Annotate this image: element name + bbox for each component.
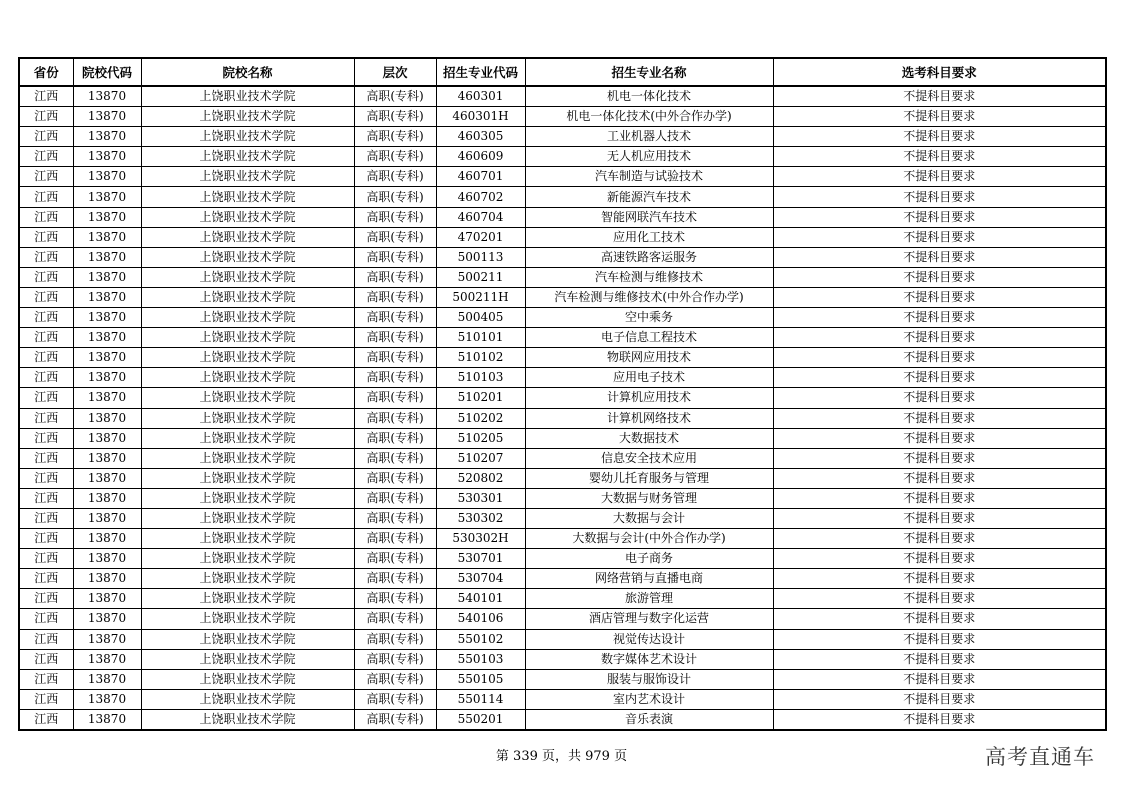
school-name-cell: 上饶职业技术学院	[141, 187, 354, 207]
table-row	[19, 428, 1106, 448]
major-name-cell: 室内艺术设计	[525, 689, 773, 709]
school-name-cell: 上饶职业技术学院	[141, 107, 354, 127]
level-cell: 高职(专科)	[354, 468, 436, 488]
subject-requirement-cell: 不提科目要求	[773, 348, 1106, 368]
header-level: 层次	[354, 58, 436, 86]
province-cell: 江西	[19, 127, 73, 147]
table-row	[19, 187, 1106, 207]
school-name-cell: 上饶职业技术学院	[141, 388, 354, 408]
province-cell: 江西	[19, 227, 73, 247]
header-major-name: 招生专业名称	[525, 58, 773, 86]
school-name-cell: 上饶职业技术学院	[141, 589, 354, 609]
school-code-cell: 13870	[73, 247, 141, 267]
school-code-cell: 13870	[73, 86, 141, 107]
school-code-cell: 13870	[73, 468, 141, 488]
school-name-cell: 上饶职业技术学院	[141, 649, 354, 669]
major-code-cell: 520802	[436, 468, 525, 488]
subject-requirement-cell: 不提科目要求	[773, 609, 1106, 629]
major-name-cell: 数字媒体艺术设计	[525, 649, 773, 669]
major-name-cell: 新能源汽车技术	[525, 187, 773, 207]
level-cell: 高职(专科)	[354, 629, 436, 649]
table-row	[19, 669, 1106, 689]
school-name-cell: 上饶职业技术学院	[141, 629, 354, 649]
subject-requirement-cell: 不提科目要求	[773, 388, 1106, 408]
watermark-logo: 高考直通车	[985, 745, 1095, 769]
major-name-cell: 计算机应用技术	[525, 388, 773, 408]
level-cell: 高职(专科)	[354, 508, 436, 528]
school-name-cell: 上饶职业技术学院	[141, 569, 354, 589]
level-cell: 高职(专科)	[354, 147, 436, 167]
level-cell: 高职(专科)	[354, 107, 436, 127]
level-cell: 高职(专科)	[354, 669, 436, 689]
major-name-cell: 服装与服饰设计	[525, 669, 773, 689]
level-cell: 高职(专科)	[354, 649, 436, 669]
table-row	[19, 529, 1106, 549]
major-name-cell: 视觉传达设计	[525, 629, 773, 649]
school-code-cell: 13870	[73, 328, 141, 348]
province-cell: 江西	[19, 468, 73, 488]
table-row	[19, 448, 1106, 468]
school-code-cell: 13870	[73, 689, 141, 709]
table-row	[19, 267, 1106, 287]
school-name-cell: 上饶职业技术学院	[141, 267, 354, 287]
major-name-cell: 计算机网络技术	[525, 408, 773, 428]
subject-requirement-cell: 不提科目要求	[773, 709, 1106, 730]
table-row	[19, 127, 1106, 147]
table-row	[19, 589, 1106, 609]
subject-requirement-cell: 不提科目要求	[773, 368, 1106, 388]
school-code-cell: 13870	[73, 649, 141, 669]
school-code-cell: 13870	[73, 147, 141, 167]
province-cell: 江西	[19, 709, 73, 730]
school-name-cell: 上饶职业技术学院	[141, 669, 354, 689]
school-name-cell: 上饶职业技术学院	[141, 227, 354, 247]
school-code-cell: 13870	[73, 388, 141, 408]
province-cell: 江西	[19, 549, 73, 569]
province-cell: 江西	[19, 328, 73, 348]
province-cell: 江西	[19, 368, 73, 388]
level-cell: 高职(专科)	[354, 488, 436, 508]
school-code-cell: 13870	[73, 167, 141, 187]
major-name-cell: 婴幼儿托育服务与管理	[525, 468, 773, 488]
table-row	[19, 468, 1106, 488]
subject-requirement-cell: 不提科目要求	[773, 86, 1106, 107]
table-row	[19, 227, 1106, 247]
subject-requirement-cell: 不提科目要求	[773, 187, 1106, 207]
major-code-cell: 530704	[436, 569, 525, 589]
level-cell: 高职(专科)	[354, 569, 436, 589]
major-code-cell: 500211H	[436, 287, 525, 307]
major-code-cell: 460301	[436, 86, 525, 107]
header-subject-requirement: 选考科目要求	[773, 58, 1106, 86]
major-code-cell: 460609	[436, 147, 525, 167]
province-cell: 江西	[19, 689, 73, 709]
major-name-cell: 物联网应用技术	[525, 348, 773, 368]
major-code-cell: 530302	[436, 508, 525, 528]
school-code-cell: 13870	[73, 569, 141, 589]
subject-requirement-cell: 不提科目要求	[773, 488, 1106, 508]
header-school-name: 院校名称	[141, 58, 354, 86]
major-code-cell: 460305	[436, 127, 525, 147]
major-code-cell: 510205	[436, 428, 525, 448]
school-name-cell: 上饶职业技术学院	[141, 207, 354, 227]
school-name-cell: 上饶职业技术学院	[141, 488, 354, 508]
major-name-cell: 大数据与会计	[525, 508, 773, 528]
subject-requirement-cell: 不提科目要求	[773, 529, 1106, 549]
subject-requirement-cell: 不提科目要求	[773, 448, 1106, 468]
major-name-cell: 大数据与会计(中外合作办学)	[525, 529, 773, 549]
subject-requirement-cell: 不提科目要求	[773, 267, 1106, 287]
province-cell: 江西	[19, 348, 73, 368]
major-code-cell: 510207	[436, 448, 525, 468]
level-cell: 高职(专科)	[354, 247, 436, 267]
school-name-cell: 上饶职业技术学院	[141, 448, 354, 468]
subject-requirement-cell: 不提科目要求	[773, 569, 1106, 589]
major-name-cell: 音乐表演	[525, 709, 773, 730]
major-name-cell: 电子商务	[525, 549, 773, 569]
school-name-cell: 上饶职业技术学院	[141, 167, 354, 187]
province-cell: 江西	[19, 107, 73, 127]
school-name-cell: 上饶职业技术学院	[141, 549, 354, 569]
subject-requirement-cell: 不提科目要求	[773, 107, 1106, 127]
header-major-code: 招生专业代码	[436, 58, 525, 86]
province-cell: 江西	[19, 488, 73, 508]
page-number: 第 339 页，共 979 页	[495, 749, 628, 764]
subject-requirement-cell: 不提科目要求	[773, 308, 1106, 328]
table-row	[19, 649, 1106, 669]
province-cell: 江西	[19, 569, 73, 589]
level-cell: 高职(专科)	[354, 267, 436, 287]
school-name-cell: 上饶职业技术学院	[141, 368, 354, 388]
level-cell: 高职(专科)	[354, 287, 436, 307]
subject-requirement-cell: 不提科目要求	[773, 227, 1106, 247]
school-code-cell: 13870	[73, 428, 141, 448]
school-name-cell: 上饶职业技术学院	[141, 308, 354, 328]
school-code-cell: 13870	[73, 488, 141, 508]
province-cell: 江西	[19, 508, 73, 528]
subject-requirement-cell: 不提科目要求	[773, 147, 1106, 167]
province-cell: 江西	[19, 529, 73, 549]
province-cell: 江西	[19, 629, 73, 649]
major-name-cell: 机电一体化技术	[525, 86, 773, 107]
major-code-cell: 500405	[436, 308, 525, 328]
subject-requirement-cell: 不提科目要求	[773, 589, 1106, 609]
level-cell: 高职(专科)	[354, 368, 436, 388]
province-cell: 江西	[19, 247, 73, 267]
header-province: 省份	[19, 58, 73, 86]
school-code-cell: 13870	[73, 187, 141, 207]
major-code-cell: 460301H	[436, 107, 525, 127]
table-row	[19, 147, 1106, 167]
major-code-cell: 470201	[436, 227, 525, 247]
school-name-cell: 上饶职业技术学院	[141, 529, 354, 549]
province-cell: 江西	[19, 86, 73, 107]
school-name-cell: 上饶职业技术学院	[141, 408, 354, 428]
school-name-cell: 上饶职业技术学院	[141, 468, 354, 488]
major-name-cell: 网络营销与直播电商	[525, 569, 773, 589]
subject-requirement-cell: 不提科目要求	[773, 328, 1106, 348]
school-code-cell: 13870	[73, 107, 141, 127]
school-code-cell: 13870	[73, 589, 141, 609]
school-name-cell: 上饶职业技术学院	[141, 147, 354, 167]
level-cell: 高职(专科)	[354, 529, 436, 549]
table-body	[19, 86, 1106, 730]
major-name-cell: 应用电子技术	[525, 368, 773, 388]
school-code-cell: 13870	[73, 629, 141, 649]
school-name-cell: 上饶职业技术学院	[141, 609, 354, 629]
province-cell: 江西	[19, 609, 73, 629]
major-name-cell: 汽车检测与维修技术	[525, 267, 773, 287]
major-code-cell: 550103	[436, 649, 525, 669]
subject-requirement-cell: 不提科目要求	[773, 207, 1106, 227]
subject-requirement-cell: 不提科目要求	[773, 408, 1106, 428]
table-row	[19, 689, 1106, 709]
school-name-cell: 上饶职业技术学院	[141, 247, 354, 267]
school-code-cell: 13870	[73, 348, 141, 368]
major-name-cell: 大数据技术	[525, 428, 773, 448]
level-cell: 高职(专科)	[354, 448, 436, 468]
subject-requirement-cell: 不提科目要求	[773, 167, 1106, 187]
school-name-cell: 上饶职业技术学院	[141, 508, 354, 528]
school-code-cell: 13870	[73, 227, 141, 247]
school-code-cell: 13870	[73, 308, 141, 328]
major-code-cell: 510201	[436, 388, 525, 408]
table-row	[19, 388, 1106, 408]
major-code-cell: 510103	[436, 368, 525, 388]
major-code-cell: 510102	[436, 348, 525, 368]
school-code-cell: 13870	[73, 287, 141, 307]
province-cell: 江西	[19, 408, 73, 428]
table-row	[19, 86, 1106, 107]
level-cell: 高职(专科)	[354, 86, 436, 107]
level-cell: 高职(专科)	[354, 609, 436, 629]
table-row	[19, 167, 1106, 187]
school-code-cell: 13870	[73, 448, 141, 468]
major-code-cell: 460704	[436, 207, 525, 227]
school-code-cell: 13870	[73, 368, 141, 388]
header-row	[19, 58, 1106, 86]
major-name-cell: 大数据与财务管理	[525, 488, 773, 508]
school-code-cell: 13870	[73, 609, 141, 629]
table-row	[19, 408, 1106, 428]
subject-requirement-cell: 不提科目要求	[773, 468, 1106, 488]
table-row	[19, 308, 1106, 328]
school-name-cell: 上饶职业技术学院	[141, 328, 354, 348]
major-name-cell: 旅游管理	[525, 589, 773, 609]
subject-requirement-cell: 不提科目要求	[773, 649, 1106, 669]
major-code-cell: 530701	[436, 549, 525, 569]
table-row	[19, 609, 1106, 629]
school-code-cell: 13870	[73, 529, 141, 549]
subject-requirement-cell: 不提科目要求	[773, 629, 1106, 649]
major-code-cell: 530302H	[436, 529, 525, 549]
subject-requirement-cell: 不提科目要求	[773, 247, 1106, 267]
school-name-cell: 上饶职业技术学院	[141, 709, 354, 730]
school-name-cell: 上饶职业技术学院	[141, 287, 354, 307]
major-code-cell: 550105	[436, 669, 525, 689]
table-row	[19, 287, 1106, 307]
school-code-cell: 13870	[73, 669, 141, 689]
school-name-cell: 上饶职业技术学院	[141, 86, 354, 107]
province-cell: 江西	[19, 147, 73, 167]
level-cell: 高职(专科)	[354, 308, 436, 328]
province-cell: 江西	[19, 649, 73, 669]
subject-requirement-cell: 不提科目要求	[773, 127, 1106, 147]
table-row	[19, 207, 1106, 227]
province-cell: 江西	[19, 167, 73, 187]
subject-requirement-cell: 不提科目要求	[773, 549, 1106, 569]
major-code-cell: 500211	[436, 267, 525, 287]
school-code-cell: 13870	[73, 267, 141, 287]
level-cell: 高职(专科)	[354, 348, 436, 368]
major-code-cell: 540106	[436, 609, 525, 629]
level-cell: 高职(专科)	[354, 709, 436, 730]
major-name-cell: 无人机应用技术	[525, 147, 773, 167]
province-cell: 江西	[19, 308, 73, 328]
table-row	[19, 629, 1106, 649]
subject-requirement-cell: 不提科目要求	[773, 669, 1106, 689]
major-name-cell: 信息安全技术应用	[525, 448, 773, 468]
level-cell: 高职(专科)	[354, 207, 436, 227]
table-row	[19, 549, 1106, 569]
subject-requirement-cell: 不提科目要求	[773, 428, 1106, 448]
school-code-cell: 13870	[73, 408, 141, 428]
major-code-cell: 550114	[436, 689, 525, 709]
subject-requirement-cell: 不提科目要求	[773, 287, 1106, 307]
level-cell: 高职(专科)	[354, 187, 436, 207]
level-cell: 高职(专科)	[354, 127, 436, 147]
major-name-cell: 工业机器人技术	[525, 127, 773, 147]
level-cell: 高职(专科)	[354, 589, 436, 609]
admission-table	[18, 57, 1107, 731]
school-name-cell: 上饶职业技术学院	[141, 348, 354, 368]
level-cell: 高职(专科)	[354, 227, 436, 247]
school-name-cell: 上饶职业技术学院	[141, 428, 354, 448]
province-cell: 江西	[19, 589, 73, 609]
subject-requirement-cell: 不提科目要求	[773, 508, 1106, 528]
major-code-cell: 550201	[436, 709, 525, 730]
major-code-cell: 550102	[436, 629, 525, 649]
major-name-cell: 智能网联汽车技术	[525, 207, 773, 227]
table-row	[19, 569, 1106, 589]
school-code-cell: 13870	[73, 508, 141, 528]
table-row	[19, 107, 1106, 127]
major-code-cell: 510202	[436, 408, 525, 428]
major-code-cell: 460702	[436, 187, 525, 207]
header-school-code: 院校代码	[73, 58, 141, 86]
level-cell: 高职(专科)	[354, 167, 436, 187]
school-code-cell: 13870	[73, 127, 141, 147]
table-row	[19, 488, 1106, 508]
major-name-cell: 机电一体化技术(中外合作办学)	[525, 107, 773, 127]
level-cell: 高职(专科)	[354, 428, 436, 448]
major-name-cell: 高速铁路客运服务	[525, 247, 773, 267]
major-name-cell: 酒店管理与数字化运营	[525, 609, 773, 629]
table-row	[19, 368, 1106, 388]
major-code-cell: 500113	[436, 247, 525, 267]
school-code-cell: 13870	[73, 207, 141, 227]
province-cell: 江西	[19, 187, 73, 207]
table-row	[19, 508, 1106, 528]
table-row	[19, 709, 1106, 730]
province-cell: 江西	[19, 388, 73, 408]
province-cell: 江西	[19, 448, 73, 468]
major-code-cell: 510101	[436, 328, 525, 348]
major-code-cell: 540101	[436, 589, 525, 609]
level-cell: 高职(专科)	[354, 549, 436, 569]
level-cell: 高职(专科)	[354, 328, 436, 348]
province-cell: 江西	[19, 287, 73, 307]
major-name-cell: 汽车制造与试验技术	[525, 167, 773, 187]
school-name-cell: 上饶职业技术学院	[141, 689, 354, 709]
province-cell: 江西	[19, 669, 73, 689]
table-row	[19, 348, 1106, 368]
major-name-cell: 空中乘务	[525, 308, 773, 328]
level-cell: 高职(专科)	[354, 388, 436, 408]
table-row	[19, 247, 1106, 267]
subject-requirement-cell: 不提科目要求	[773, 689, 1106, 709]
major-name-cell: 电子信息工程技术	[525, 328, 773, 348]
province-cell: 江西	[19, 428, 73, 448]
province-cell: 江西	[19, 207, 73, 227]
major-name-cell: 应用化工技术	[525, 227, 773, 247]
level-cell: 高职(专科)	[354, 408, 436, 428]
major-code-cell: 460701	[436, 167, 525, 187]
province-cell: 江西	[19, 267, 73, 287]
major-name-cell: 汽车检测与维修技术(中外合作办学)	[525, 287, 773, 307]
table-row	[19, 328, 1106, 348]
major-code-cell: 530301	[436, 488, 525, 508]
school-code-cell: 13870	[73, 709, 141, 730]
school-code-cell: 13870	[73, 549, 141, 569]
level-cell: 高职(专科)	[354, 689, 436, 709]
school-name-cell: 上饶职业技术学院	[141, 127, 354, 147]
